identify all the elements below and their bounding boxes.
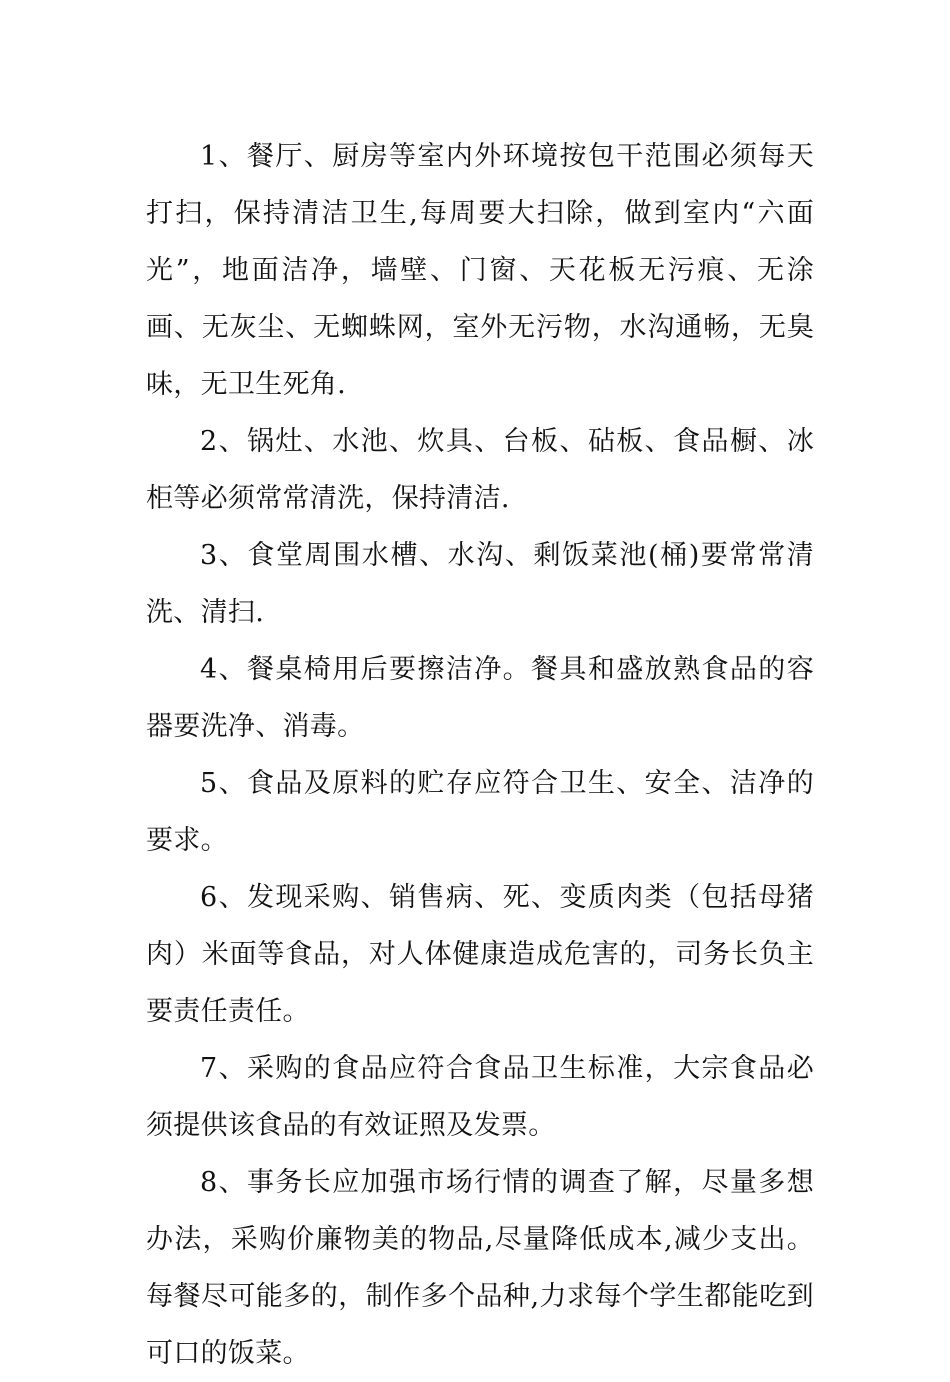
paragraph-8: 8、事务长应加强市场行情的调查了解，尽量多想办法，采购价廉物美的物品,尽量降低成本,减少支出。每餐尽可能多的，制作多个品种,力求每个学生都能吃到可口的饭菜。 xyxy=(146,1167,814,1369)
paragraph-4: 4、餐桌椅用后要擦洁净。餐具和盛放熟食品的容器要洗净、消毒。 xyxy=(146,654,814,742)
paragraph-5: 5、食品及原料的贮存应符合卫生、安全、洁净的要求。 xyxy=(146,768,814,856)
paragraph-6: 6、发现采购、销售病、死、变质肉类（包括母猪肉）米面等食品，对人体健康造成危害的，司务长负主要责任责任。 xyxy=(146,882,814,1027)
paragraph-1: 1、餐厅、厨房等室内外环境按包干范围必须每天打扫，保持清洁卫生,每周要大扫除，做到室内“六面光”，地面洁净，墙壁、门窗、天花板无污痕、无涂画、无灰尘、无蜘蛛网，室外无污物，水沟通畅，无臭味，无卫生死角. xyxy=(146,141,814,400)
document-body xyxy=(146,128,814,1382)
paragraph-7: 7、采购的食品应符合食品卫生标准，大宗食品必须提供该食品的有效证照及发票。 xyxy=(146,1053,814,1141)
paragraph-2: 2、锅灶、水池、炊具、台板、砧板、食品橱、冰柜等必须常常清洗，保持清洁. xyxy=(146,426,814,514)
paragraph-3: 3、食堂周围水槽、水沟、剩饭菜池(桶)要常常清洗、清扫. xyxy=(146,540,814,628)
